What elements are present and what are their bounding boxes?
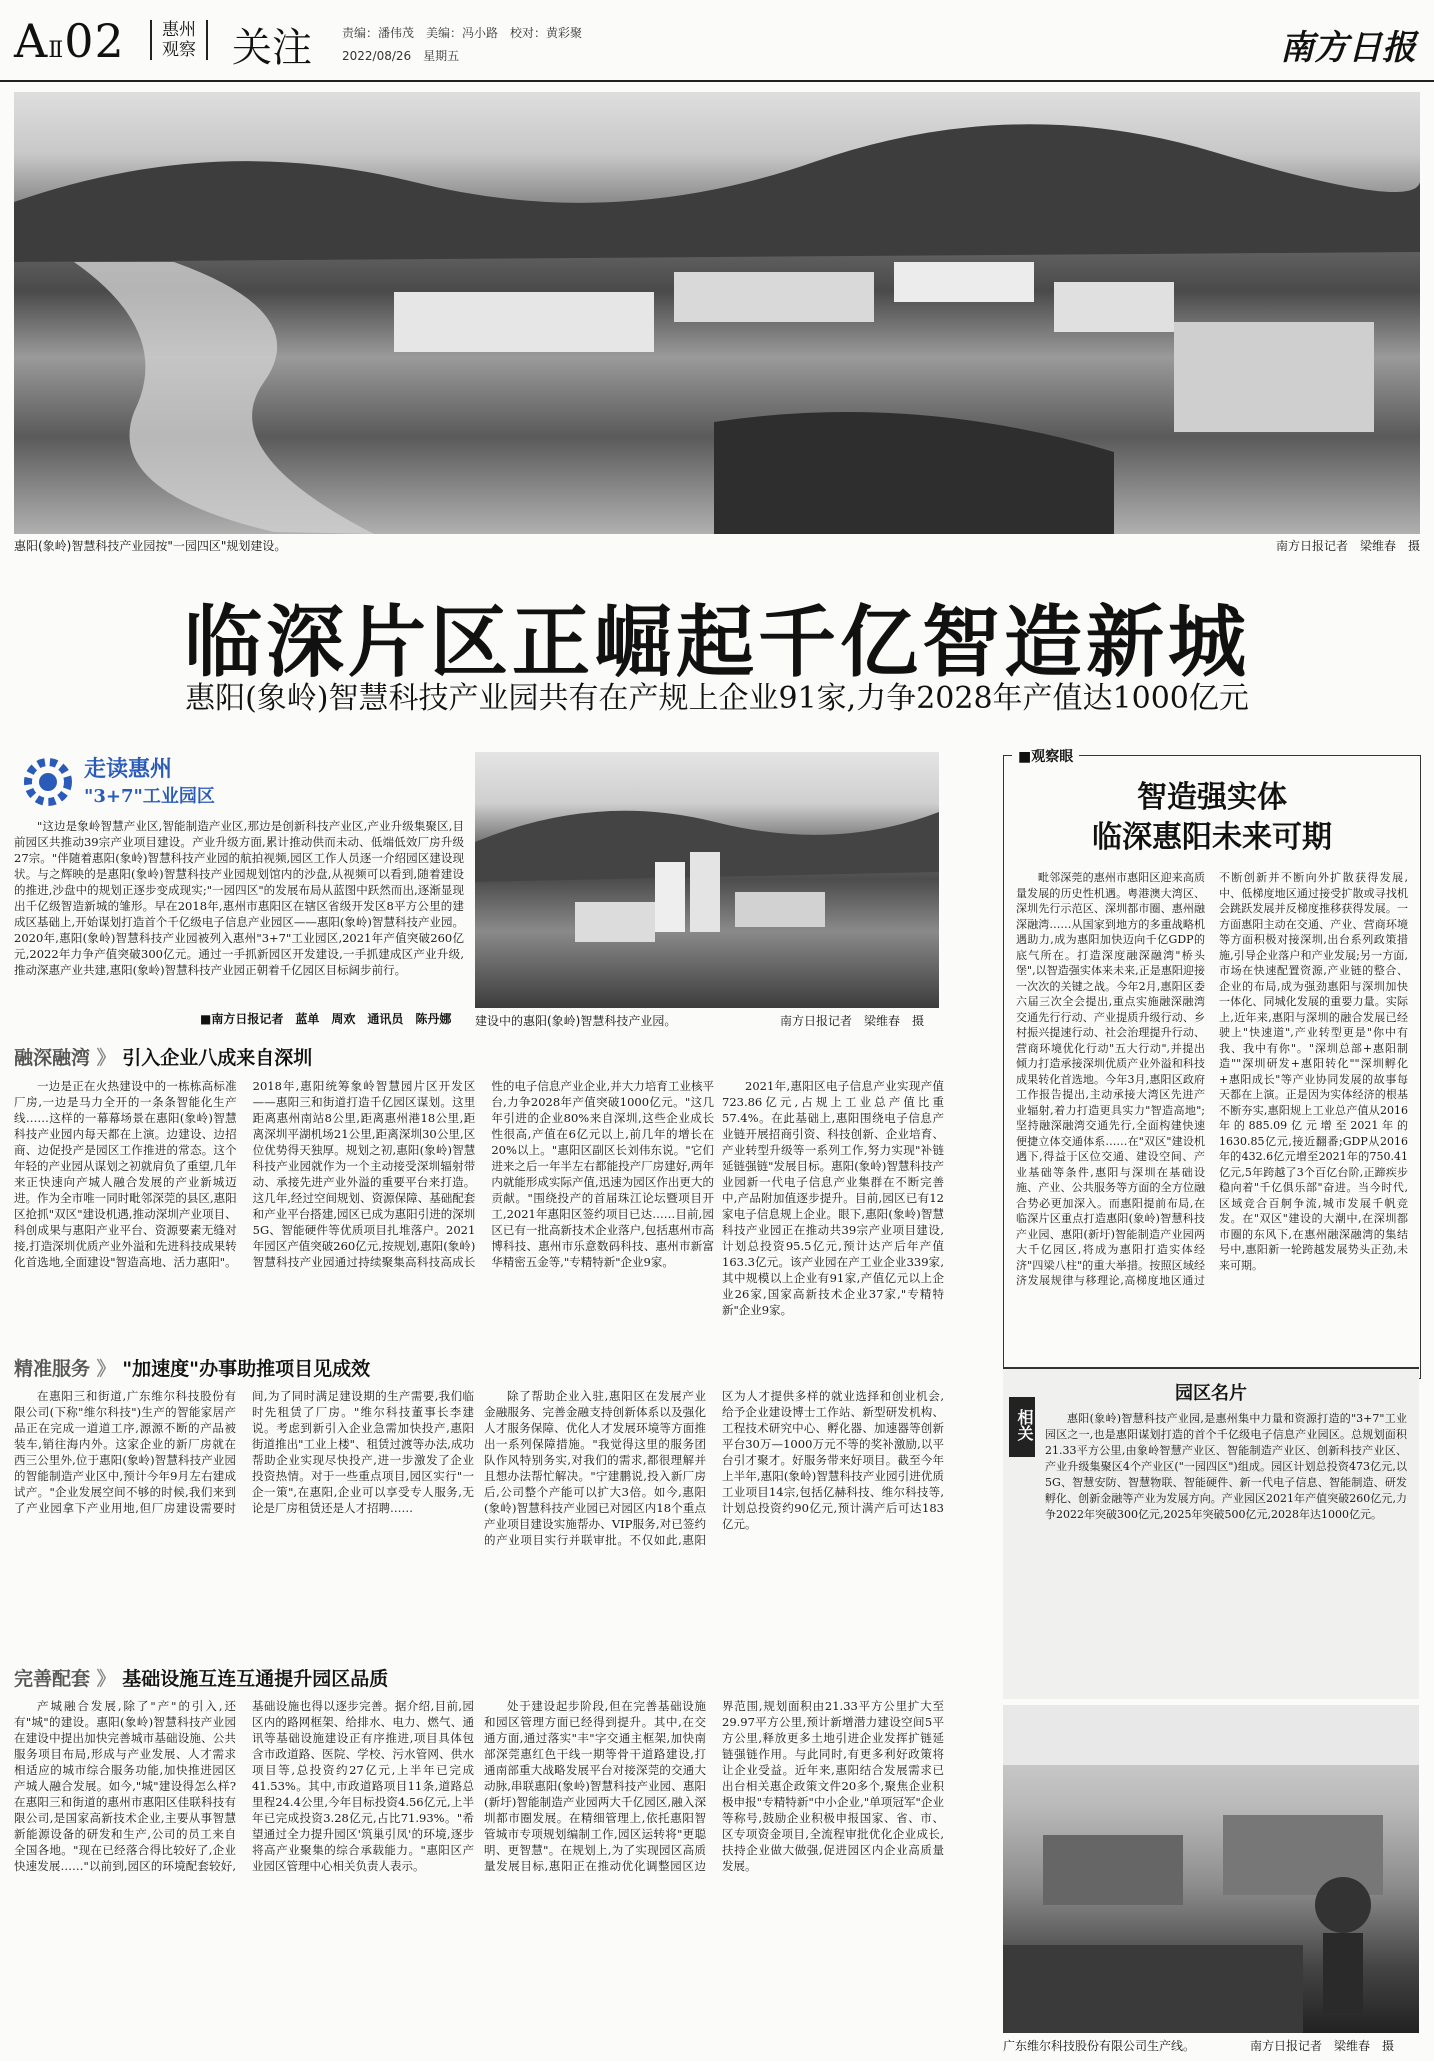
observer-box	[1003, 749, 1421, 1379]
mid-photo	[475, 752, 939, 1008]
double-chevron-icon: 》	[96, 1047, 116, 1069]
section1-paragraph2: 2021年,惠阳区电子信息产业实现产值723.86亿元,占规上工业总产值比重57.4%。在此基础上,惠阳围绕电子信息产业链开展招商引资、科技创新、企业培育、产业转型升级等一系列工作,努力实现"补链延链强链"发展目标。惠阳(象岭)智慧科技产业园新一代电子信息产业集群在不断完善中,产品附加值逐步提升。目前,园区已有12家电子信息规上企业。眼下,惠阳(象岭)智慧科技产业园正在推动共39宗产业项目建设,计划总投资95.5亿元,预计达产后年产值163.3亿元。该产业园在产工业企业339家,其中规模以上企业有91家,产值亿元以上企业26家,国家高新技术企业37家,"专精特新"企业9家。	[722, 1079, 944, 1317]
factory-line-photo-illustration	[1003, 1705, 1419, 2033]
related-title: 园区名片	[1175, 1383, 1247, 1404]
mid-photo-caption: 建设中的惠阳(象岭)智慧科技产业园。	[475, 1014, 677, 1028]
double-chevron-icon: 》	[96, 1668, 116, 1690]
related-box	[1003, 1367, 1419, 1699]
observer-paragraph: 毗邻深莞的惠州市惠阳区迎来高质量发展的历史性机遇。粤港澳大湾区、深圳先行示范区、深圳都市圈、惠州融深融湾……从国家到地方的多重战略机遇助力,成为惠阳加快迈向千亿GDP的底气所在。打造深度融深融湾"桥头堡",以智造强实体来未来,正是惠阳迎接一次次的关键之战。今年2月,惠阳区委六届三次全会提出,重点实施融深融湾交通先行行动、产业提质升级行动、乡村振兴提速行动、社会治理提升行动、营商环境优化行动"五大行动",并提出倾力打造承接深圳优质产业外溢和科技成果转化首选地。今年3月,惠阳区政府工作报告提出,主动承接大湾区先进产业辐射,着力打造更具实力"智造高地";坚持融深融湾交通先行,全面构建快速便捷立体交通体系……在"双区"建设机遇下,得益于区位交通、建设空间、产业基础等条件,惠阳与深圳在基础设施、产业、公共服务等方面的全方位融合势必更加深入。而惠阳提前布局,在临深片区重点打造惠阳(象岭)智慧科技产业园、惠阳(新圩)智能制造产业园两大千亿园区,将成为惠阳打造实体经济"四梁八柱"的重大举措。按照区域经济发展规律与移理论,高梯度地区通过不断创新并不断向外扩散获得发展,中、低梯度地区通过接受扩散或寻找机会跳跃发展并反梯度推移获得发展。一方面惠阳主动在交通、产业、营商环境等方面积极对接深圳,出台系列政策措施,引导企业落户和产业发展;另一方面,市场在快速配置资源,产业链的整合、企业的布局,成为强劲惠阳与深圳加快一体化、同城化发展的重要力量。实际上,近年来,惠阳与深圳的融合发展已经驶上"快速道",产业转型更是"你中有我、我中有你"。"深圳总部+惠阳制造""深圳研发+惠阳转化""深圳孵化+惠阳成长"等产业协同发展的故事每天都在上演。正是因为实体经济的根基不断夯实,惠阳规上工业总产值从2016年的885.09亿元增至2021年的1630.85亿元,接近翻番;GDP从2016年的432.6亿元增至2021年的750.41亿元,5年跨越了3个百亿台阶,正蹄疾步稳向着"千亿俱乐部"奋进。当今时代,区域竞合百舸争流,城市发展千帆竞发。在"双区"建设的大潮中,在深圳都市圈的东风下,在惠州融深融湾的集结号中,惠阳新一轮跨越发展势头正劲,未来可期。	[1016, 871, 1408, 1287]
page-letter: A	[14, 14, 49, 68]
bottom-photo-caption: 广东维尔科技股份有限公司生产线。	[1003, 2039, 1196, 2053]
section1-paragraph: 一边是正在火热建设中的一栋栋高标准厂房,一边是马力全开的一条条智能化生产线……这样的一幕幕场景在惠阳(象岭)智慧科技产业园内每天都在上演。边建设、边招商、边促投产是园区工作推进的常态。这个年轻的产业园从谋划之初就肩负了重望,几年来正快速向产城人融合发展的产业新城迈进。作为全市唯一同时毗邻深莞的县区,惠阳区抢抓"双区"建设机遇,推动深圳产业项目、科创成果与惠阳产业平台、资源要素无缝对接,打造深圳优质产业外溢和先进科技成果转化首选地,全面建设"智造高地、活力惠阳"。2018年,惠阳统筹象岭智慧园片区开发区——惠阳三和街道打造千亿园区谋划。这里距离惠州南站8公里,距离惠州港18公里,距离深圳平湖机场21公里,距离深圳30公里,区位优势得天独厚。规划之初,惠阳(象岭)智慧科技产业园就作为一个主动接受深圳辐射带动、承接先进产业外溢的重要平台来打造。这几年,经过空间规划、资源保障、基础配套和产业平台搭建,园区已成为惠阳引进的深圳5G、智能硬件等优质项目扎堆落户。2021年园区产值突破260亿元,按规划,惠阳(象岭)智慧科技产业园通过持续聚集高科技高成长性的电子信息产业企业,并大力培育工业核平台,力争2028年产值突破1000亿元。"这几年引进的企业80%来自深圳,这些企业成长性很高,产值在6亿元以上,前几年的增长在20%以上。"惠阳区副区长刘伟东说。"它们进来之后一年半左右都能投产厂房建好,两年内就能形成实际产值,迅速为园区作出更大的贡献。"围绕投产的首届珠江论坛暨项目开工,2021年惠阳区签约项目已达……目前,园区已有一批高新技术企业落户,包括惠州市高博科技、惠州市乐意数码科技、惠州市新富华精密五金等,"专精特新"企业9家。	[14, 1079, 714, 1269]
column-logo-line2: "3+7"工业园区	[84, 786, 215, 807]
section-name: 关注	[232, 25, 312, 71]
related-paragraph: 惠阳(象岭)智慧科技产业园,是惠州集中力量和资源打造的"3+7"工业园区之一,也是惠阳谋划打造的首个千亿级电子信息产业园区。总规划面积21.33平方公里,由象岭智慧产业区、智能制造产业区、创新科技产业区、产业升级集聚区4个产业区("一园四区")组成。园区计划总投资473亿元,以5G、智慧安防、智慧物联、智能硬件、新一代电子信息、智能制造、研发孵化、创新金融等产业为发展方向。产业园区2021年产值突破260亿元,力争2022年突破300亿元,2025年突破500亿元,2028年达1000亿元。	[1045, 1412, 1407, 1521]
section2-body-right	[484, 1388, 944, 1650]
page-header	[0, 0, 1434, 82]
top-photo	[14, 92, 1420, 534]
section-label	[150, 20, 208, 60]
page-num: 02	[64, 14, 125, 68]
top-photo-credit: 南方日报记者 梁维春 摄	[1275, 539, 1420, 553]
bottom-photo-credit: 南方日报记者 梁维春 摄	[1250, 2039, 1395, 2053]
observer-body	[1016, 870, 1408, 1366]
section2-paragraph: 在惠阳三和街道,广东维尔科技股份有限公司(下称"维尔科技")生产的智能家居产品正在完成一道道工序,源源不断的产品被装车,销往海内外。这家企业的新厂房就在西三公里外,位于惠阳(象岭)智慧科技产业园的智能制造产业区中,预计今年9月左右建成试产。"企业发展空间不够的时候,我们来到了产业园拿下产业用地,但厂房建设需要时间,为了同时满足建设期的生产需要,我们临时先租赁了厂房。"维尔科技董事长李建说。考虑到新引入企业急需加快投产,惠阳街道推出"工业上楼"、租赁过渡等办法,成功帮助企业实现尽快投产,进一步激发了企业投资热情。对于一些重点项目,园区实行"一企一策",在惠阳,企业可以享受专人服务,无论是厂房租赁还是人才招聘……	[14, 1389, 474, 1515]
section-line1: 惠州	[162, 20, 196, 40]
related-label: 相关	[1015, 1409, 1034, 1441]
section3-body-right	[484, 1698, 944, 2050]
construction-photo-illustration	[475, 752, 939, 1008]
observer-title1: 智造强实体	[1137, 780, 1287, 815]
page-number	[14, 14, 125, 68]
section2-body	[14, 1388, 474, 1650]
issue-date: 2022/08/26 星期五	[342, 49, 460, 63]
section3-tag: 完善配套	[14, 1668, 91, 1690]
section3-paragraph2: 处于建设起步阶段,但在完善基础设施和园区管理方面已经得到提升。其中,在交通方面,通过落实"丰"字交通主框架,加快南部深莞惠红色干线一期等骨干道路建设,打通南部重大战略发展平台对接深莞的交通大动脉,串联惠阳(象岭)智慧科技产业园、惠阳(新圩)智能制造产业园两大千亿园区,融入深圳都市圈发展。在精细管理上,依托惠阳智管城市专项规划编制工作,园区运转将"更聪明、更智慧"。在规划上,为了实现园区高质量发展目标,惠阳正在推动优化调整园区边界范围,规划面积由21.33平方公里扩大至29.97平方公里,预计新增潜力建设空间5平方公里,释放更多土地引进企业发挥扩链延链强链作用。与此同时,有更多利好政策将让企业受益。近年来,惠阳结合发展需求已出台相关惠企政策文件20多个,聚焦企业积极申报"专精特新"中小企业,"单项冠军"企业等称号,鼓励企业积极申报国家、省、市、区专项资金项目,全流程审批优化企业成长,扶持企业做大做强,促进园区内企业高质量发展。	[484, 1699, 944, 1873]
subheadline: 惠阳(象岭)智慧科技产业园共有在产规上企业91家,力争2028年产值达1000亿元	[185, 681, 1249, 716]
aerial-photo-illustration	[14, 92, 1420, 534]
column-logo	[20, 752, 250, 812]
editors: 责编：潘伟茂 美编：冯小路 校对：黄彩聚	[342, 26, 583, 40]
intro-text	[14, 818, 464, 1008]
section1-tag: 融深融湾	[14, 1047, 91, 1069]
gear-icon	[20, 754, 76, 810]
section1-body	[14, 1078, 714, 1340]
top-photo-caption: 惠阳(象岭)智慧科技产业园按"一园四区"规划建设。	[14, 539, 287, 553]
section1-title: 引入企业八成来自深圳	[122, 1047, 313, 1069]
section2-tag: 精准服务	[14, 1358, 91, 1380]
section1-body-right	[722, 1078, 944, 1340]
section3-title: 基础设施互连互通提升园区品质	[122, 1668, 389, 1690]
bottom-photo	[1003, 1705, 1419, 2033]
section3-body	[14, 1698, 474, 2050]
headline: 临深片区正崛起千亿智造新城	[183, 597, 1250, 688]
observer-tag: ■观察眼	[1012, 746, 1079, 766]
byline: ■南方日报记者 蓝单 周欢 通讯员 陈丹娜	[200, 1012, 452, 1026]
section3-heading	[14, 1664, 388, 1691]
paper-logo: 南方日报	[1280, 28, 1416, 68]
section3-paragraph: 产城融合发展,除了"产"的引入,还有"城"的建设。惠阳(象岭)智慧科技产业园在建设中提出加快完善城市基础设施、公共服务项目布局,形成与产业发展、人才需求相适应的城市综合服务功能,加快推进园区产城人融合发展。如今,"城"建设得怎么样?在惠阳三和街道的惠州市惠阳区佳联科技有限公司,是国家高新技术企业,主要从事智慧新能源设备的研发和生产,公司的员工来自全国各地。"现在已经落合得比较好了,企业快速发展……"以前到,园区的环境配套较好,基础设施也得以逐步完善。据介绍,目前,园区内的路网框架、给排水、电力、燃气、通讯等基础设施建设正有序推进,项目具体包含市政道路、医院、学校、污水管网、供水项目等,总投资约27亿元,上半年已完成41.53%。其中,市政道路项目11条,道路总里程24.4公里,今年目标投资4.56亿元,上半年已完成投资3.28亿元,占比71.93%。"希望通过全力提升园区'筑巢引凤'的环境,逐步将高产业聚集的综合承载能力。"惠阳区产业园区管理中心相关负责人表示。	[14, 1699, 474, 1873]
observer-title2: 临深惠阳未来可期	[1092, 820, 1332, 855]
related-top-rule	[1003, 1367, 1419, 1369]
section2-heading	[14, 1354, 370, 1381]
column-logo-line1: 走读惠州	[84, 756, 173, 782]
section2-paragraph2: 除了帮助企业入驻,惠阳区在发展产业金融服务、完善金融支持创新体系以及强化人才服务保障、优化人才发展环境等方面推出一系列保障措施。"我觉得这里的服务团队作风特别务实,对我们的需求,都很理解并且想办法帮忙解决。"宁建鹏说,投入新厂房后,公司整个产能可以扩大3倍。如今,惠阳(象岭)智慧科技产业园已对园区内18个重点产业项目建设实施帮办、VIP服务,对已签约的产业项目实行并联审批。不仅如此,惠阳区为人才提供多样的就业选择和创业机会,给予企业建设博士工作站、新型研发机构、工程技术研究中心、孵化器、加速器等创新平台30万—1000万元不等的奖补激励,以平台引才聚才。好服务带来好项目。截至今年上半年,惠阳(象岭)智慧科技产业园引进优质工业项目14宗,包括亿赫科技、维尔科技等,计划总投资约90亿元,预计满产后可达183亿元。	[484, 1389, 944, 1547]
section-line2: 观察	[162, 40, 196, 60]
mid-photo-credit: 南方日报记者 梁维春 摄	[780, 1014, 925, 1028]
related-body	[1045, 1411, 1407, 1687]
editor-meta	[342, 24, 582, 70]
double-chevron-icon: 》	[96, 1358, 116, 1380]
section1-heading	[14, 1043, 312, 1070]
section2-title: "加速度"办事助推项目见成效	[122, 1358, 371, 1380]
page-sub: Ⅱ	[48, 38, 65, 63]
intro-paragraph: "这边是象岭智慧产业区,智能制造产业区,那边是创新科技产业区,产业升级集聚区,目前园区共推动39宗产业项目建设。产业升级方面,累计推动供而未动、低端低效厂房升级27宗。"伴随着惠阳(象岭)智慧科技产业园的航拍视频,园区工作人员逐一介绍园区建设现状。与之辉映的是惠阳(象岭)智慧科技产业园规划馆内的沙盘,从视频可以看到,随着建设的推进,沙盘中的规划正逐步变成现实;"一园四区"的发展布局从蓝图中跃然而出,逐渐显现出千亿级智造新城的雏形。早在2018年,惠州市惠阳区在辖区省级开发区8平方公里的建成区基础上,开始谋划打造首个千亿级电子信息产业园区——惠阳(象岭)智慧科技产业园。2020年,惠阳(象岭)智慧科技产业园被列入惠州"3+7"工业园区,2021年产值突破260亿元,2022年力争产值突破300亿元。通过一手抓新园区开发建设,一手抓建成区产业升级,推动深惠产业共建,惠阳(象岭)智慧科技产业园正朝着千亿园区目标阔步前行。	[14, 819, 464, 977]
